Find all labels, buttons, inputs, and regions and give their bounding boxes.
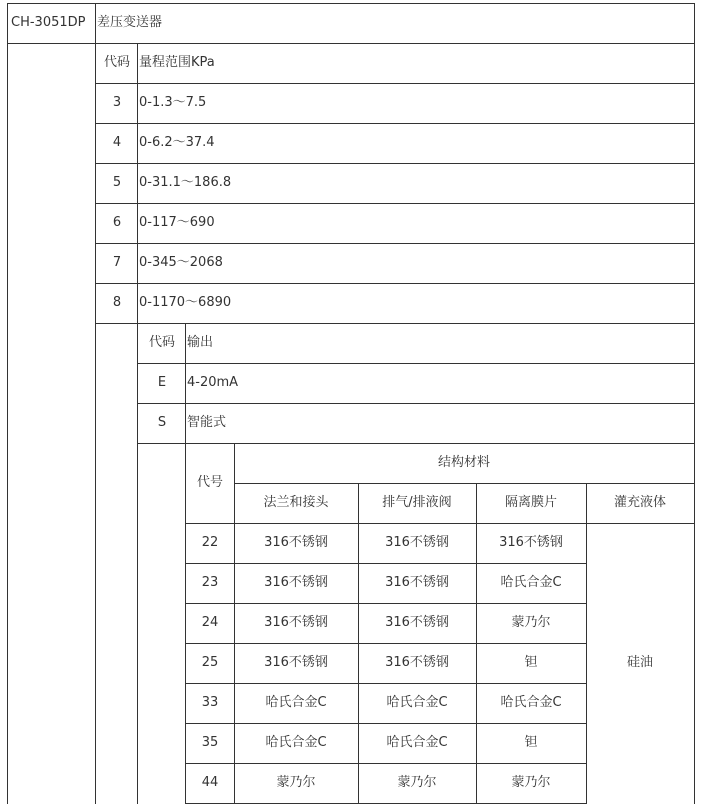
vent-material: 蒙乃尔: [397, 775, 437, 790]
range-code: 5: [112, 175, 122, 190]
material-code: 35: [201, 735, 219, 750]
vent-material: 316不锈钢: [385, 615, 449, 630]
model-code: CH-3051DP: [11, 15, 86, 30]
range-value: 0-6.2～37.4: [139, 135, 215, 150]
range-value: 0-31.1～186.8: [139, 175, 232, 190]
flange-material: 316不锈钢: [264, 655, 328, 670]
col-header-diaphragm: 隔离膜片: [504, 495, 557, 510]
diaphragm-material: 哈氏合金C: [500, 575, 562, 590]
flange-material: 哈氏合金C: [265, 735, 327, 750]
material-code-header: 代号: [196, 475, 223, 490]
output-value: 4-20mA: [187, 375, 239, 390]
flange-material: 蒙乃尔: [276, 775, 316, 790]
material-code: 44: [201, 775, 219, 790]
range-label-header: 量程范围KPa: [139, 55, 215, 70]
product-name: 差压变送器: [97, 15, 163, 30]
material-code: 25: [201, 655, 219, 670]
diaphragm-material: 316不锈钢: [499, 535, 563, 550]
diaphragm-material: 哈氏合金C: [500, 695, 562, 710]
output-code: S: [157, 415, 167, 430]
output-code-header: 代码: [148, 335, 175, 350]
output-value: 智能式: [187, 415, 227, 430]
material-code: 33: [201, 695, 219, 710]
range-value: 0-1170～6890: [139, 295, 232, 310]
vent-material: 哈氏合金C: [386, 735, 448, 750]
flange-material: 哈氏合金C: [265, 695, 327, 710]
output-code: E: [157, 375, 167, 390]
material-code: 22: [201, 535, 219, 550]
range-code-header: 代码: [103, 55, 130, 70]
material-code: 23: [201, 575, 219, 590]
diaphragm-material: 钽: [524, 735, 538, 750]
flange-material: 316不锈钢: [264, 535, 328, 550]
flange-material: 316不锈钢: [264, 575, 328, 590]
output-label-header: 输出: [187, 335, 214, 350]
fill-fluid-value: 硅油: [626, 655, 653, 670]
grid-line: [694, 3, 695, 804]
range-code: 6: [112, 215, 122, 230]
range-code: 8: [112, 295, 122, 310]
material-group-header: 结构材料: [437, 455, 490, 470]
range-value: 0-117～690: [139, 215, 215, 230]
vent-material: 316不锈钢: [385, 535, 449, 550]
vent-material: 316不锈钢: [385, 655, 449, 670]
diaphragm-material: 蒙乃尔: [511, 615, 551, 630]
vent-material: 哈氏合金C: [386, 695, 448, 710]
range-value: 0-1.3～7.5: [139, 95, 207, 110]
range-value: 0-345～2068: [139, 255, 223, 270]
col-header-vent: 排气/排液阀: [382, 495, 452, 510]
material-code: 24: [201, 615, 219, 630]
range-code: 4: [112, 135, 122, 150]
range-code: 3: [112, 95, 122, 110]
flange-material: 316不锈钢: [264, 615, 328, 630]
col-header-flange: 法兰和接头: [263, 495, 329, 510]
diaphragm-material: 蒙乃尔: [511, 775, 551, 790]
grid-line: [7, 3, 8, 804]
vent-material: 316不锈钢: [385, 575, 449, 590]
col-header-fill-fluid: 灌充液体: [613, 495, 666, 510]
range-code: 7: [112, 255, 122, 270]
diaphragm-material: 钽: [524, 655, 538, 670]
